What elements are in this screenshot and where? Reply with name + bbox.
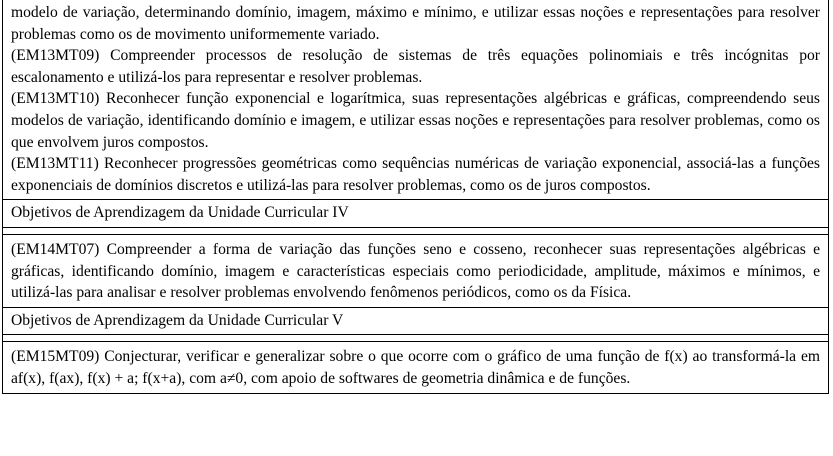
unit5-objectives-cell	[3, 342, 828, 393]
objective-em13mt10: (EM13MT10) Reconhecer função exponencial e logarítmica, suas representações algébricas e gráficas, compreendendo seus modelos de variação, identificando domínio e imagem, e utilizar essas noções e representações para resolver problemas, como os que envolvem juros compostos.	[11, 90, 820, 151]
objective-em13mt11: (EM13MT11) Reconhecer progressões geométricas como sequências numéricas de variação exponencial, associá-las a funções exponenciais de domínios discretos e utilizá-las para resolver problemas, como os de juros compostos.	[11, 155, 820, 194]
objective-em15mt09: (EM15MT09) Conjecturar, verificar e generalizar sobre o que ocorre com o gráfico de uma função de f(x) ao transformá-la em af(x), f(ax), f(x) + a; f(x+a), com a≠0, com apoio de softwares de geometria dinâmica e de funções.	[11, 348, 820, 387]
unit4-objectives-cell	[3, 235, 828, 308]
objectives-table	[2, 0, 829, 394]
unit5-header: Objetivos de Aprendizagem da Unidade Curricular V	[3, 308, 828, 336]
objective-em13mt09: (EM13MT09) Compreender processos de resolução de sistemas de três equações polinomiais e três incógnitas por escalonamento e utilizá-los para representar e resolver problemas.	[11, 47, 820, 86]
unit3-objectives-cell	[3, 0, 828, 200]
objective-paragraph: modelo de variação, determinando domínio, imagem, máximo e mínimo, e utilizar essas noções e representações para resolver problemas como os de movimento uniformemente variado.	[11, 4, 820, 43]
unit4-header: Objetivos de Aprendizagem da Unidade Curricular IV	[3, 200, 828, 228]
row-spacer	[3, 228, 828, 235]
row-spacer	[3, 335, 828, 342]
objective-em14mt07: (EM14MT07) Compreender a forma de variação das funções seno e cosseno, reconhecer suas representações algébricas e gráficas, identificando domínio, imagem e características especiais como periodicidade, amplitude, máximos e mínimos, e utilizá-las para analisar e resolver problemas envolvendo fenômenos periódicos, como os da Física.	[11, 240, 820, 302]
